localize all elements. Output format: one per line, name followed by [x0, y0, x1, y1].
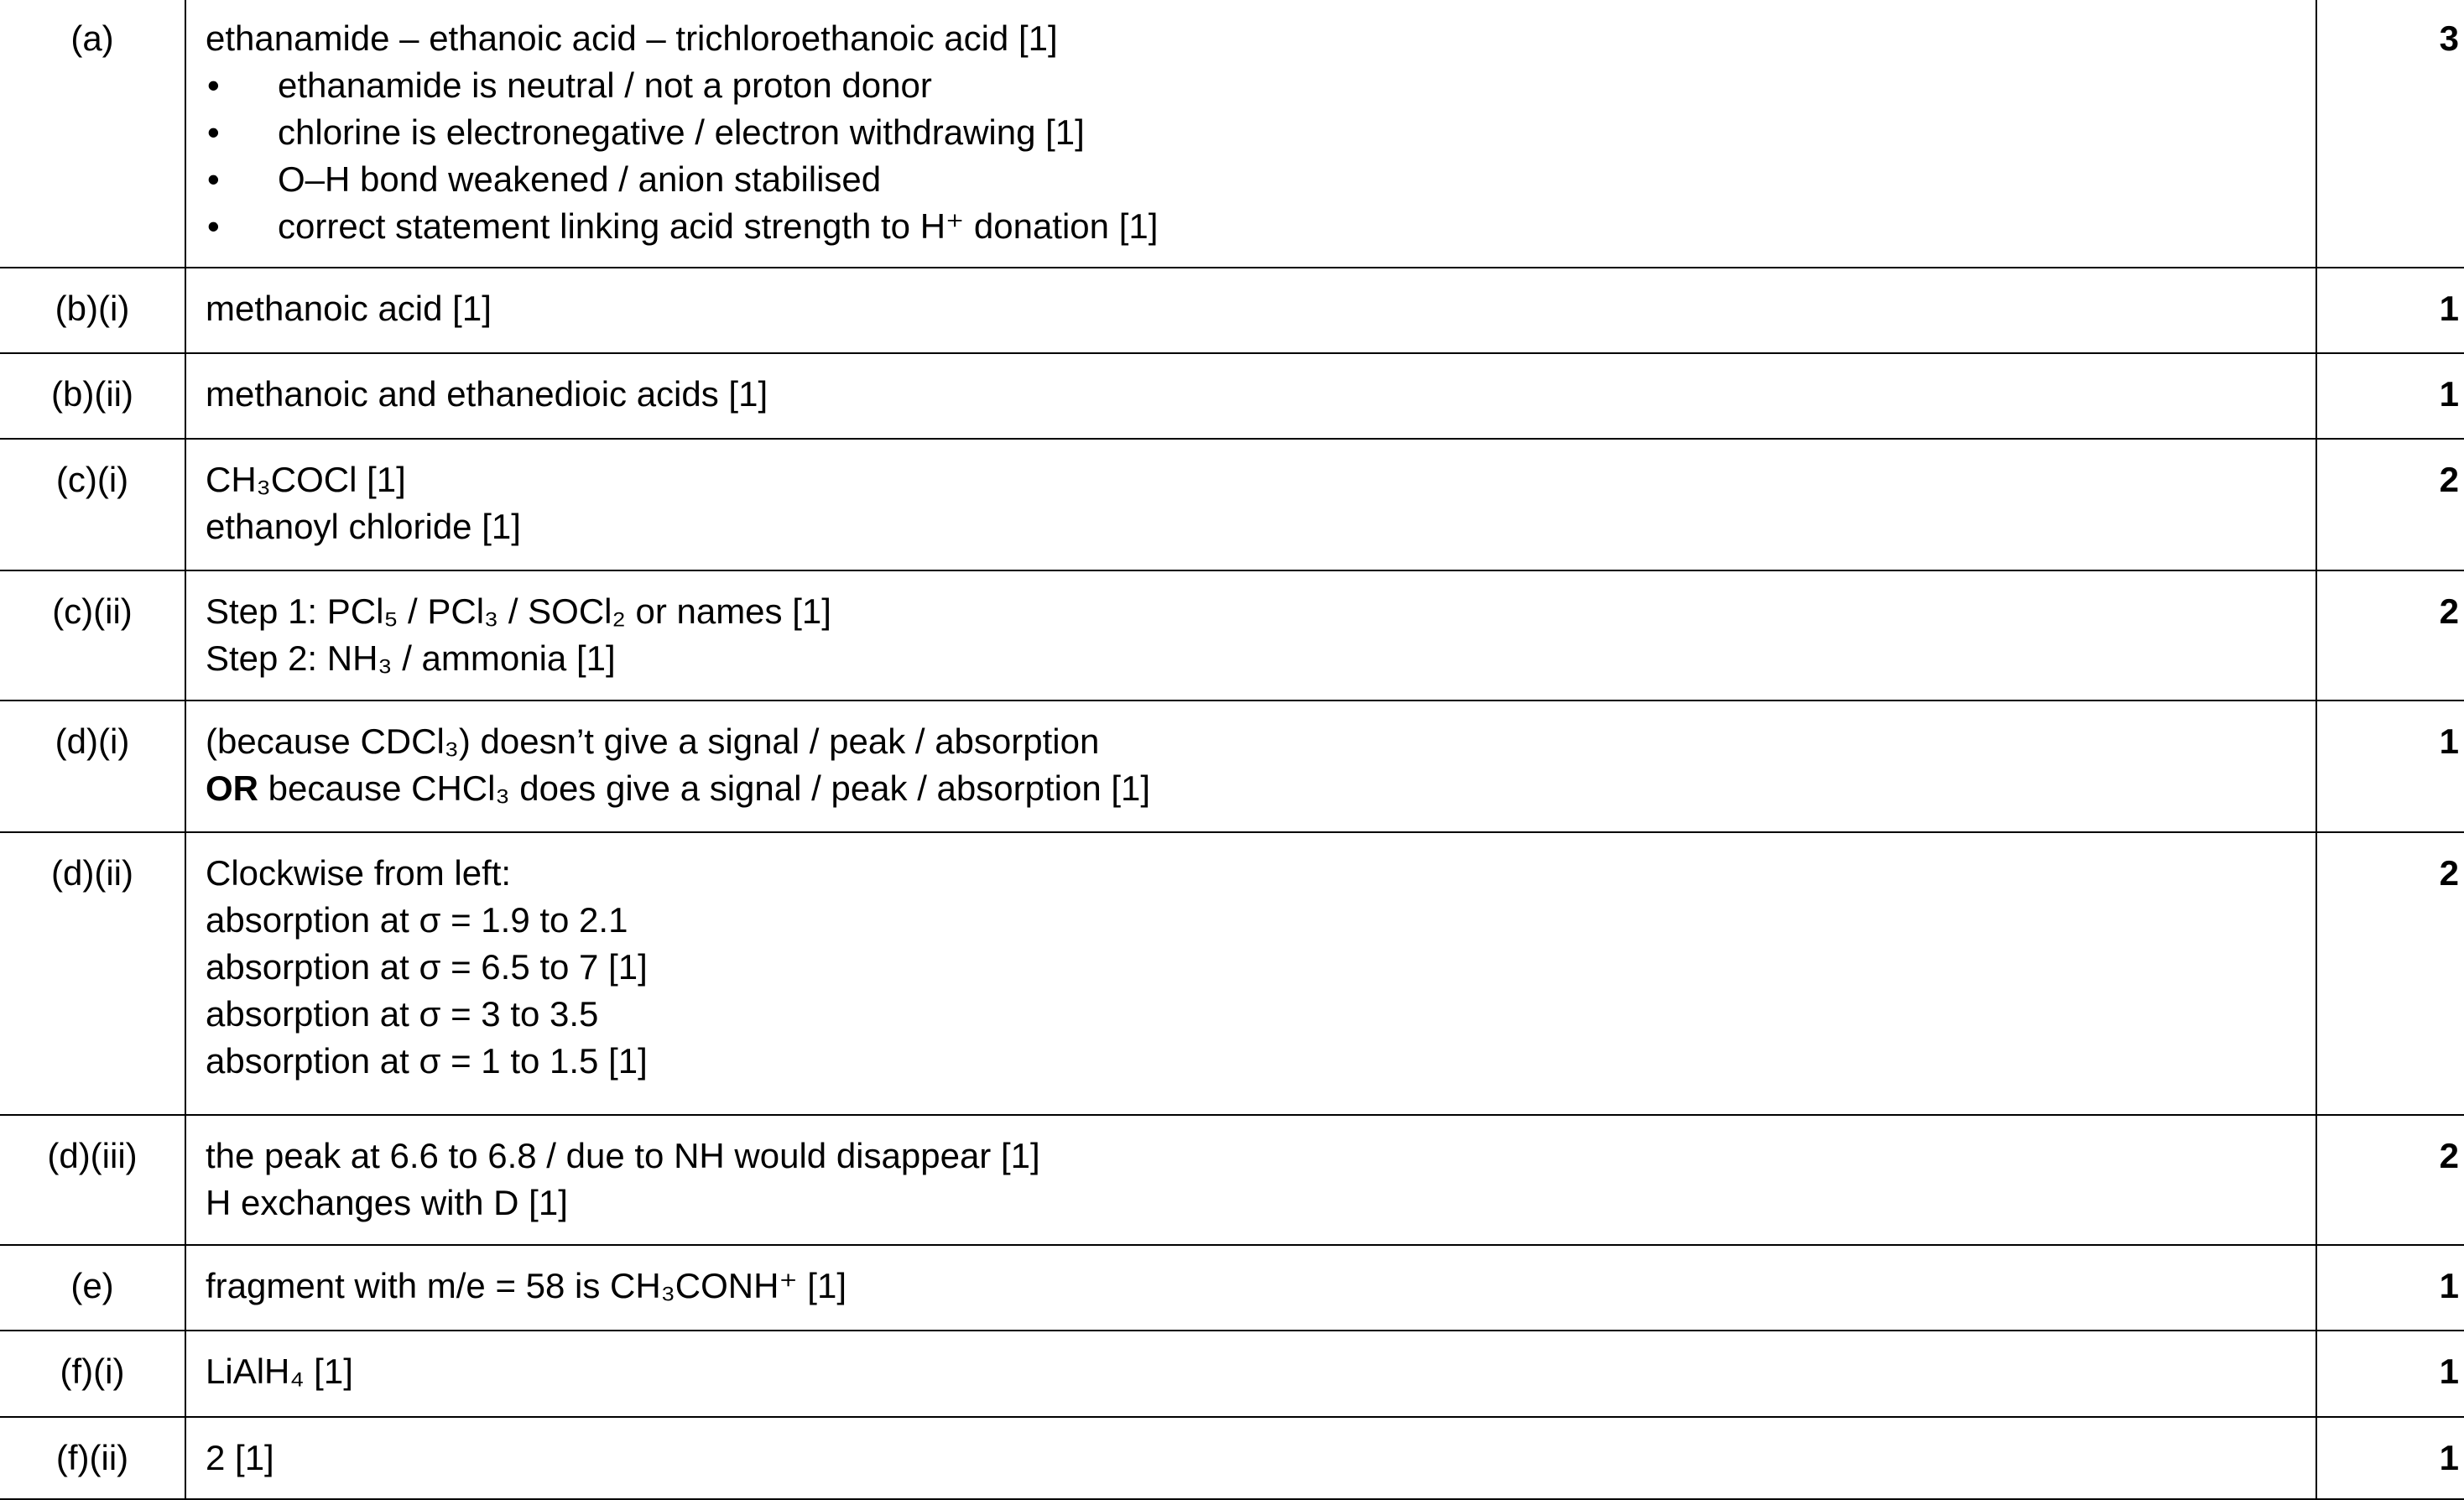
question-label: (b)(i)	[0, 268, 185, 353]
mark-row	[0, 1115, 2464, 1245]
answer-cell	[185, 1331, 2316, 1417]
question-label: (e)	[0, 1245, 185, 1331]
bullet-text: chlorine is electronegative / electron withdrawing [1]	[278, 112, 1085, 152]
bullet-text: O–H bond weakened / anion stabilised	[278, 159, 882, 199]
answer-line: CH₃COCl [1]	[206, 460, 406, 499]
question-label: (f)(ii)	[0, 1417, 185, 1499]
answer-line: H exchanges with D [1]	[206, 1183, 568, 1222]
answer-line: ethanamide – ethanoic acid – trichloroethanoic acid [1]	[206, 18, 1058, 58]
answer-cell	[185, 353, 2316, 439]
answer-line: fragment with m/e = 58 is CH₃CONH⁺ [1]	[206, 1266, 847, 1305]
answer-line: Step 2: NH₃ / ammonia [1]	[206, 638, 616, 678]
question-label: (f)(i)	[0, 1331, 185, 1417]
answer-line: (because CDCl₃) doesn’t give a signal / peak / absorption	[206, 721, 1100, 761]
mark-row	[0, 570, 2464, 701]
bullet-icon: •	[207, 159, 220, 199]
answer-line: the peak at 6.6 to 6.8 / due to NH would disappear [1]	[206, 1136, 1040, 1175]
answer-cell	[185, 1115, 2316, 1245]
answer-cell	[185, 1245, 2316, 1331]
question-label: (d)(ii)	[0, 832, 185, 1115]
bullet-text: ethanamide is neutral / not a proton donor	[278, 65, 932, 105]
bullet-text: correct statement linking acid strength to H⁺ donation [1]	[278, 206, 1159, 246]
answer-cell	[185, 570, 2316, 701]
answer-line: LiAlH₄ [1]	[206, 1352, 353, 1391]
answer-line: absorption at σ = 3 to 3.5	[206, 994, 599, 1034]
answer-line: methanoic acid [1]	[206, 289, 492, 328]
bullet-point	[206, 203, 2316, 250]
answer-line	[206, 765, 2316, 812]
bullet-point	[206, 109, 2316, 156]
question-label: (d)(i)	[0, 701, 185, 832]
answer-line: absorption at σ = 6.5 to 7 [1]	[206, 947, 648, 987]
answer-cell	[185, 1417, 2316, 1499]
answer-line: ethanoyl chloride [1]	[206, 507, 521, 546]
bullet-point	[206, 156, 2316, 203]
marks-value: 1	[2316, 1417, 2464, 1499]
mark-row	[0, 353, 2464, 439]
answer-cell	[185, 832, 2316, 1115]
marks-value: 2	[2316, 439, 2464, 570]
bullet-icon: •	[207, 206, 220, 246]
answer-line: absorption at σ = 1 to 1.5 [1]	[206, 1041, 648, 1081]
answer-cell	[185, 439, 2316, 570]
mark-row	[0, 439, 2464, 570]
answer-line: absorption at σ = 1.9 to 2.1	[206, 900, 628, 940]
marks-value: 2	[2316, 1115, 2464, 1245]
marks-value: 1	[2316, 1331, 2464, 1417]
marks-value: 3	[2316, 0, 2464, 268]
or-keyword: OR	[206, 768, 258, 808]
answer-cell	[185, 268, 2316, 353]
question-label: (a)	[0, 0, 185, 268]
marks-value: 1	[2316, 1245, 2464, 1331]
mark-row	[0, 701, 2464, 832]
answer-line: Step 1: PCl₅ / PCl₃ / SOCl₂ or names [1]	[206, 591, 831, 631]
marks-value: 1	[2316, 268, 2464, 353]
marks-value: 1	[2316, 701, 2464, 832]
bullet-point	[206, 62, 2316, 109]
question-label: (d)(iii)	[0, 1115, 185, 1245]
mark-row	[0, 1417, 2464, 1499]
answer-line: Clockwise from left:	[206, 853, 512, 893]
bullet-icon: •	[207, 112, 220, 152]
mark-row	[0, 1245, 2464, 1331]
mark-row	[0, 1331, 2464, 1417]
question-label: (c)(ii)	[0, 570, 185, 701]
question-label: (c)(i)	[0, 439, 185, 570]
mark-row	[0, 832, 2464, 1115]
answer-cell	[185, 701, 2316, 832]
mark-row	[0, 0, 2464, 268]
answer-line: 2 [1]	[206, 1438, 274, 1477]
question-label: (b)(ii)	[0, 353, 185, 439]
answer-cell	[185, 0, 2316, 268]
marks-value: 2	[2316, 570, 2464, 701]
or-alternative: because CHCl₃ does give a signal / peak / absorption [1]	[258, 768, 1151, 808]
marks-value: 2	[2316, 832, 2464, 1115]
answer-line: methanoic and ethanedioic acids [1]	[206, 374, 768, 414]
mark-row	[0, 268, 2464, 353]
bullet-icon: •	[207, 65, 220, 105]
marks-value: 1	[2316, 353, 2464, 439]
